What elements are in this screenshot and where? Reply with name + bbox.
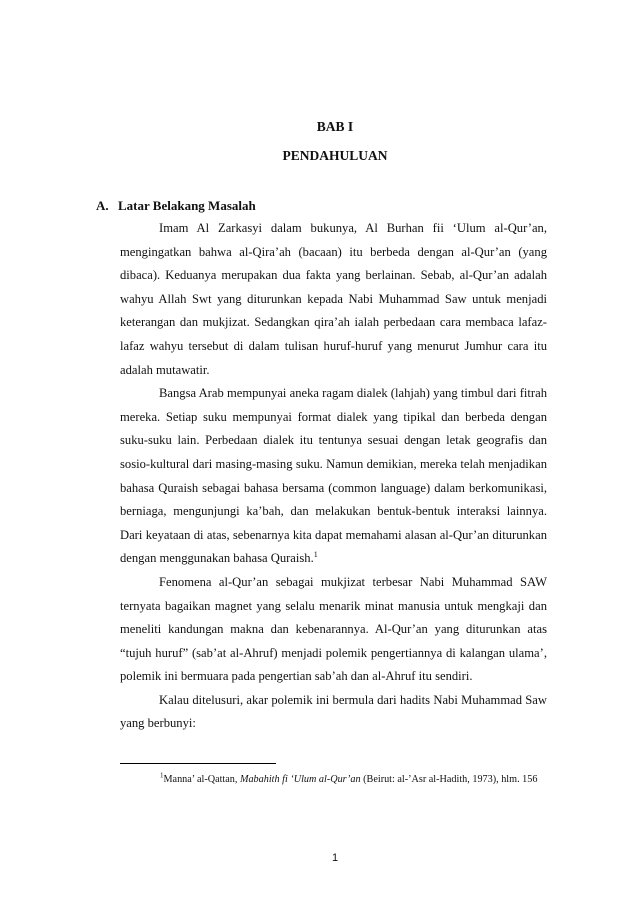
- chapter-title: PENDAHULUAN: [282, 148, 388, 163]
- paragraph-2-text: Bangsa Arab mempunyai aneka ragam dialek (lahjah) yang timbul dari fitrah mereka. Setiap suku mempunyai format dialek yang tipikal dan berbeda dengan suku-suku lain. Perbedaan dialek itu tentunya sesuai dengan letak geografis dan sosio-kultural dari masing-masing suku. Namun demikian, mereka telah menjadikan bahasa Quraish sebagai bahasa bersama (common language) dalam berkomunikasi, berniaga, mengunjungi ka’bah, dan melakukan bentuk-bentuk interaksi lainnya. Dari keyataan di atas, sebenarnya kita dapat memahami alasan al-Qur’an diturunkan dengan menggunakan bahasa Quraish.: [120, 386, 547, 566]
- footnote-reference[interactable]: 1: [313, 550, 318, 560]
- footnote-number: 1: [160, 771, 164, 780]
- footnote-separator: [120, 763, 276, 764]
- section-heading: [96, 198, 256, 214]
- chapter-label: BAB I: [316, 119, 354, 134]
- footnote-author: Manna’ al-Qattan,: [163, 774, 238, 785]
- section-title: Latar Belakang Masalah: [118, 198, 256, 213]
- body-text: [120, 217, 547, 736]
- paragraph-2: [120, 382, 547, 571]
- paragraph-4: Kalau ditelusuri, akar polemik ini bermula dari hadits Nabi Muhammad Saw yang berbunyi:: [120, 692, 547, 731]
- page-number: 1: [331, 852, 339, 864]
- section-letter: A.: [96, 198, 109, 213]
- footnote: [120, 769, 547, 790]
- footnote-book-title: Mabahith fi ‘Ulum al-Qur’an: [239, 774, 361, 785]
- paragraph-3: Fenomena al-Qur’an sebagai mukjizat terbesar Nabi Muhammad SAW ternyata bagaikan magnet yang selalu menarik minat manusia untuk mengkaji dan meneliti kandungan makna dan kebenarannya. Al-Qur’an yang diturunkan atas “tujuh huruf” (sab’at al-Ahruf) menjadi polemik pengertiannya di kalangan ulama’, polemik ini bermuara pada pengertian sab’ah dan al-Ahruf itu sendiri.: [120, 574, 547, 684]
- paragraph-1: Imam Al Zarkasyi dalam bukunya, Al Burhan fii ‘Ulum al-Qur’an, mengingatkan bahwa al-Qira’ah (bacaan) itu berbeda dengan al-Qur’an (yang dibaca). Keduanya merupakan dua fakta yang berlainan. Sebab, al-Qur’an adalah wahyu Allah Swt yang diturunkan kepada Nabi Muhammad Saw untuk menjadi keterangan dan mukjizat. Sedangkan qira’ah ialah perbedaan cara membaca lafaz-lafaz wahyu tersebut di dalam tulisan huruf-huruf yang menurut Jumhur cara itu adalah mutawatir.: [120, 221, 547, 377]
- footnote-publication: (Beirut: al-’Asr al-Hadith, 1973), hlm. 156: [363, 774, 538, 785]
